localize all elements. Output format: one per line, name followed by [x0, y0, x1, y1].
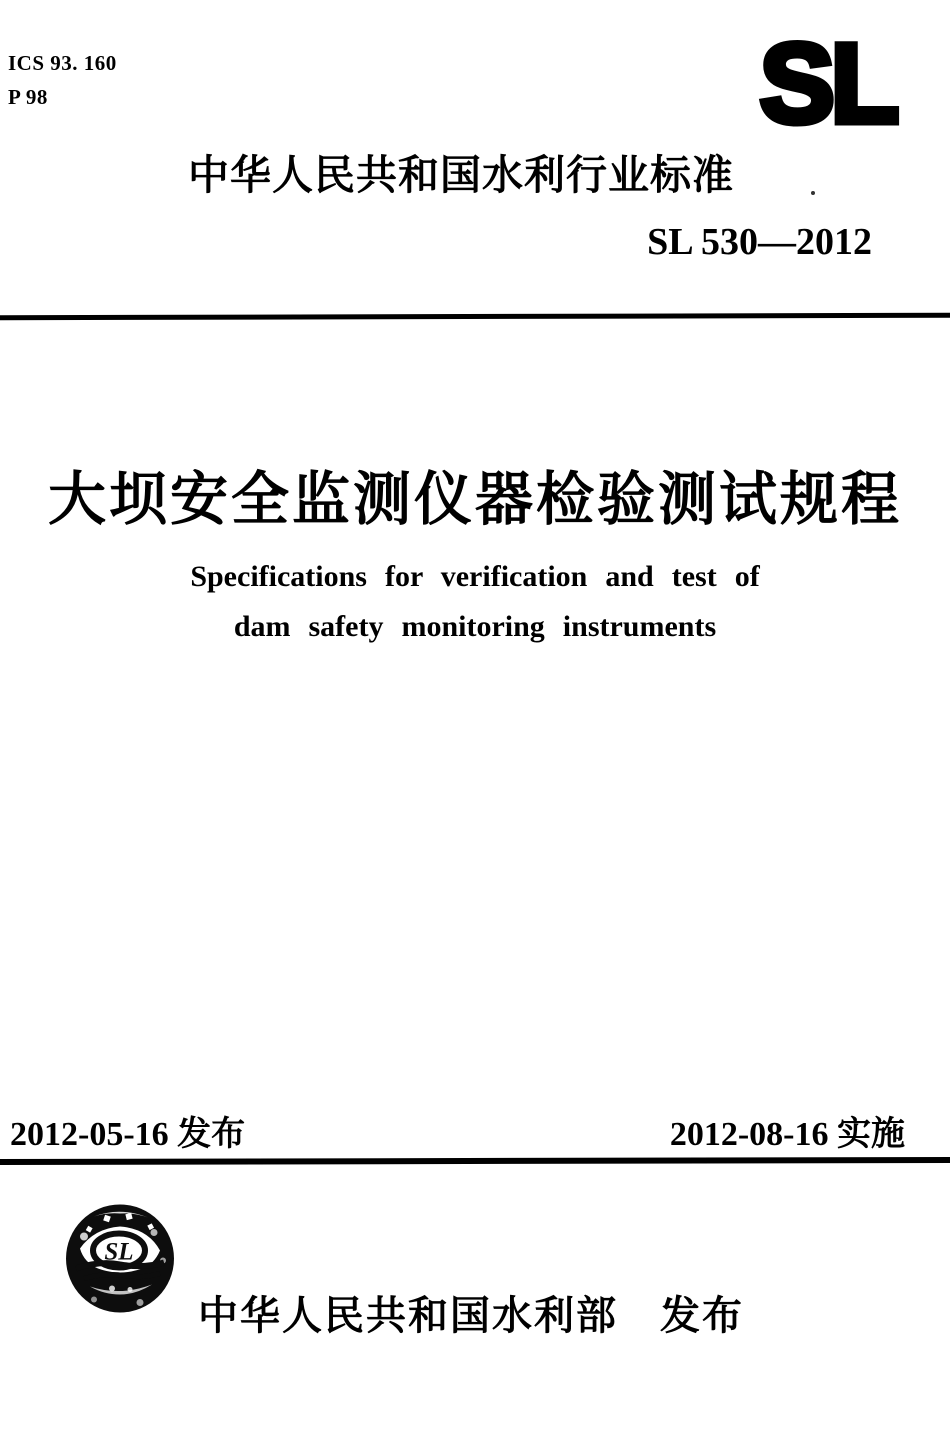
p-code: P 98 [8, 85, 48, 109]
publisher-line: 中华人民共和国水利部 发布 [198, 1294, 744, 1338]
document-title-en-line2: dam safety monitoring instruments [233, 610, 717, 643]
ics-code: ICS 93. 160 [8, 51, 117, 75]
ministry-of-water-resources-seal-icon [64, 1202, 176, 1315]
top-divider [0, 313, 950, 320]
seal-sl-text: SL [104, 1238, 134, 1266]
ics-classification-block [8, 46, 117, 114]
document-title-zh: 大坝安全监测仪器检验测试规程 [47, 467, 902, 532]
document-title-en [0, 552, 950, 652]
sl-logo: SL [759, 21, 895, 146]
standard-type-heading: 中华人民共和国水利行业标准 [188, 152, 734, 198]
standard-number: SL 530—2012 [647, 221, 872, 263]
effective-date: 2012-08-16 实施 [669, 1116, 905, 1153]
scan-speck [811, 191, 815, 195]
document-title-en-line1: Specifications for verification and test of [190, 560, 760, 593]
issue-date: 2012-05-16 发布 [10, 1116, 246, 1153]
bottom-divider [0, 1157, 950, 1165]
